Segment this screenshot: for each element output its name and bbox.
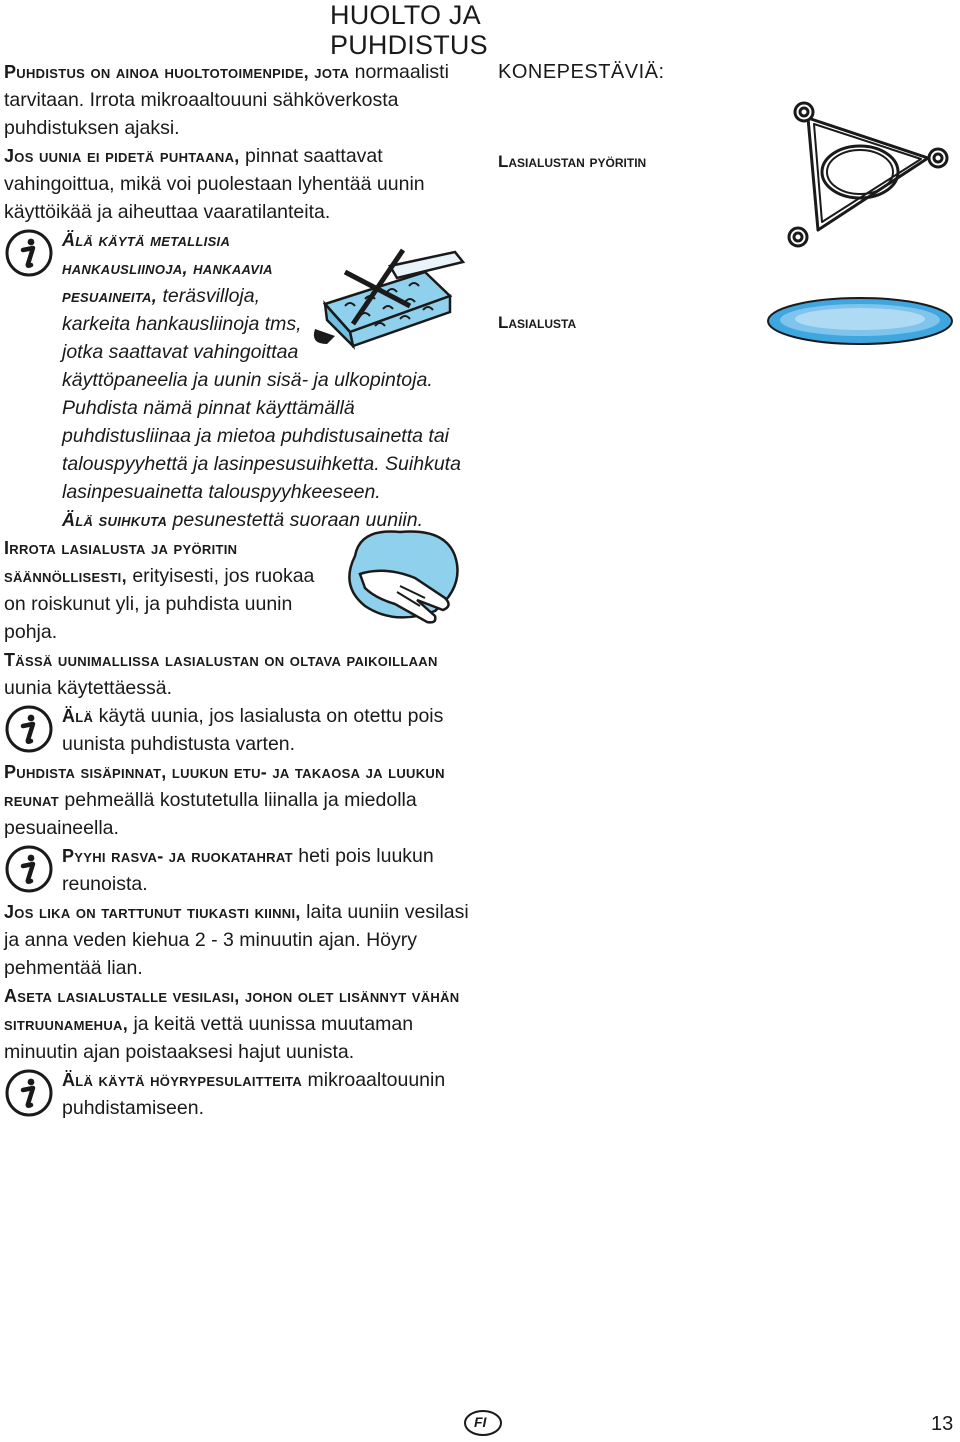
body-text: laita uuniin vesilasi ja anna veden kiehua 2 - 3 minuutin ajan. Höyry pehmentää lian. xyxy=(4,901,469,979)
body-text: normaalisti tarvitaan. Irrota mikroaaltouuni sähköverkosta puhdistuksen ajaksi. xyxy=(4,61,449,139)
body-text: pesunestettä suoraan uuniin. xyxy=(167,509,423,531)
body-text: ja keitä vettä uunissa muutaman minuutin ajan poistaaksesi hajut uunista. xyxy=(4,1013,414,1063)
body-text: pehmeällä kostutetulla liinalla ja miedolla pesuaineella. xyxy=(4,789,417,839)
info-icon xyxy=(4,228,54,278)
lead-in: Jos uunia ei pidetä puhtaana, xyxy=(4,146,240,166)
body-text: käytä uunia, jos lasialusta on otettu pois uunista puhdistusta varten. xyxy=(62,705,444,755)
cloth-hand-icon xyxy=(325,526,470,626)
language-code: FI xyxy=(474,1414,487,1430)
body-text: teräsvilloja, karkeita hankausliinoja tms, jotka saattavat vahingoittaa käyttöpaneelia ja uunin sisä- ja ulkopintoja. Puhdista nämä pinnat käyttämällä puhdistusliinaa ja mietoa puhdistusainetta tai talouspyyhettä ja lasinpesusuihketta. Suihkuta lasinpesuainetta talouspyyhkeeseen. xyxy=(62,285,461,503)
paragraph-glass-tray xyxy=(4,646,474,702)
lead-in: Tässä uunimallissa lasialustan on oltava paikoillaan xyxy=(4,650,438,670)
note-text xyxy=(62,842,462,898)
info-note-grease xyxy=(4,842,474,898)
lead-in: Älä suihkuta xyxy=(62,510,168,530)
body-text: mikroaaltouunin puhdistamiseen. xyxy=(62,1069,446,1119)
page-number: 13 xyxy=(931,1413,954,1435)
body-text: uunia käytettäessä. xyxy=(4,677,173,699)
paragraph-odours xyxy=(4,982,466,1066)
lead-in: Älä käytä metallisia hankausliinoja, hankaavia pesuaineita, xyxy=(62,230,273,306)
body-text: erityisesti, jos ruokaa on roiskunut yli, ja puhdista uunin pohja. xyxy=(4,565,315,643)
label-turntable-support: Lasialustan pyöritin xyxy=(498,152,647,171)
lead-in: Irrota lasialusta ja pyöritin säännöllisesti, xyxy=(4,538,238,586)
info-note-tray xyxy=(4,702,474,758)
glass-tray-icon xyxy=(765,295,955,347)
paragraph-interior xyxy=(4,758,474,842)
paragraph-turntable xyxy=(4,534,474,646)
lead-in: Älä xyxy=(62,706,94,726)
lead-in: Pyyhi rasva- ja ruokatahrat xyxy=(62,846,293,866)
paragraph-stuck-dirt xyxy=(4,898,474,982)
info-icon xyxy=(4,844,54,894)
body-text: heti pois luukun reunoista. xyxy=(62,845,434,895)
body-text: pinnat saattavat vahingoittua, mikä voi puolestaan lyhentää uunin käyttöikää ja aiheuttaa vaaratilanteita. xyxy=(4,145,425,223)
info-icon xyxy=(4,704,54,754)
info-note-steam xyxy=(4,1066,474,1122)
dishwasher-safe-heading: KONEPESTÄVIÄ: xyxy=(498,61,665,83)
lead-in: Jos lika on tarttunut tiukasti kiinni, xyxy=(4,902,301,922)
page-title: HUOLTO JA PUHDISTUS xyxy=(330,0,488,60)
note-text xyxy=(62,702,474,758)
note-text xyxy=(62,1066,452,1122)
crossed-out-sponge-icon xyxy=(305,244,470,359)
lead-in: Puhdistus on ainoa huoltotoimenpide, jota xyxy=(4,62,350,82)
language-badge xyxy=(463,1409,503,1442)
info-note-abrasives xyxy=(4,226,474,534)
right-column xyxy=(498,58,948,86)
info-icon xyxy=(4,1068,54,1118)
lead-in: Aseta lasialustalle vesilasi, johon olet lisännyt vähän sitruunamehua, xyxy=(4,986,460,1034)
lead-in: Älä käytä höyrypesulaitteita xyxy=(62,1070,303,1090)
lead-in: Puhdista sisäpinnat, luukun etu- ja takaosa ja luukun reunat xyxy=(4,762,445,810)
turntable-support-icon xyxy=(778,100,953,250)
paragraph-warning xyxy=(4,142,474,226)
paragraph-intro xyxy=(4,58,474,142)
left-column xyxy=(4,58,474,1122)
label-glass-tray: Lasialusta xyxy=(498,313,577,332)
